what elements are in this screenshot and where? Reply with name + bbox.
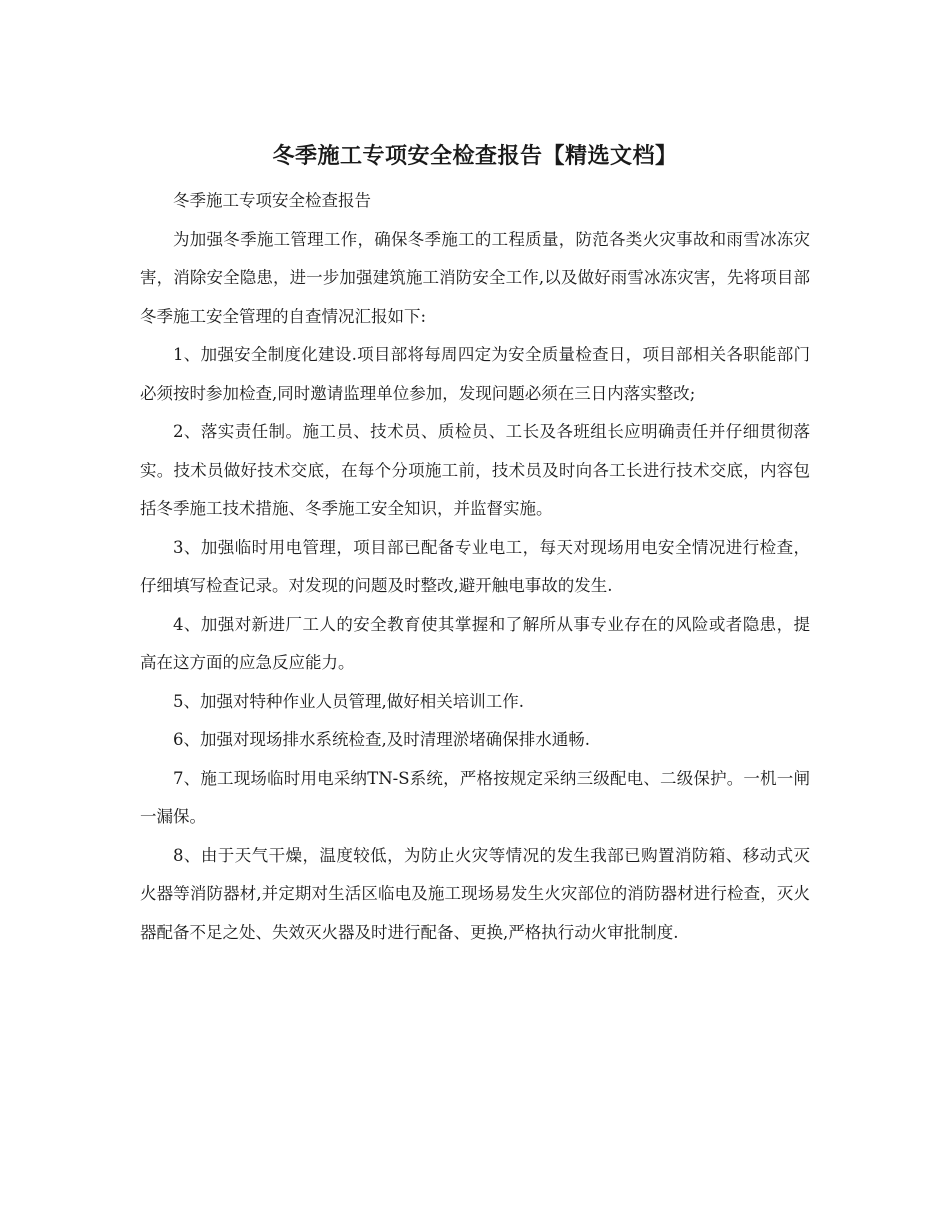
item-paragraph-8: 8、由于天气干燥，温度较低，为防止火灾等情况的发生我部已购置消防箱、移动式灭火器等消防器材,并定期对生活区临电及施工现场易发生火灾部位的消防器材进行检查，灭火器配备不足之处、失效灭火器及时进行配备、更换,严格执行动火审批制度. [140,845,810,942]
item-paragraph-1: 1、加强安全制度化建设.项目部将每周四定为安全质量检查日，项目部相关各职能部门必须按时参加检查,同时邀请监理单位参加，发现问题必须在三日内落实整改; [140,345,810,403]
document-title: 冬季施工专项安全检查报告【精选文档】 [272,143,678,169]
document-body [140,182,810,952]
item-paragraph-4: 4、加强对新进厂工人的安全教育使其掌握和了解所从事专业存在的风险或者隐患，提高在这方面的应急反应能力。 [140,614,810,672]
item-paragraph-2: 2、落实责任制。施工员、技术员、质检员、工长及各班组长应明确责任并仔细贯彻落实。技术员做好技术交底，在每个分项施工前，技术员及时向各工长进行技术交底，内容包括冬季施工技术措施、冬季施工安全知识，并监督实施。 [140,422,810,518]
item-paragraph-3: 3、加强临时用电管理，项目部已配备专业电工，每天对现场用电安全情况进行检查，仔细填写检查记录。对发现的问题及时整改,避开触电事故的发生. [140,537,810,595]
item-paragraph-6: 6、加强对现场排水系统检查,及时清理淤堵确保排水通畅. [173,730,590,749]
item-paragraph-7: 7、施工现场临时用电采纳TN-S系统，严格按规定采纳三级配电、二级保护。一机一闸一漏保。 [140,768,810,826]
item-paragraph-5: 5、加强对特种作业人员管理,做好相关培训工作. [173,691,524,711]
intro-paragraph: 为加强冬季施工管理工作，确保冬季施工的工程质量，防范各类火灾事故和雨雪冰冻灾害，消除安全隐患，进一步加强建筑施工消防安全工作,以及做好雨雪冰冻灾害，先将项目部冬季施工安全管理的自查情况汇报如下: [140,229,810,326]
subtitle-paragraph: 冬季施工专项安全检查报告 [173,191,371,210]
